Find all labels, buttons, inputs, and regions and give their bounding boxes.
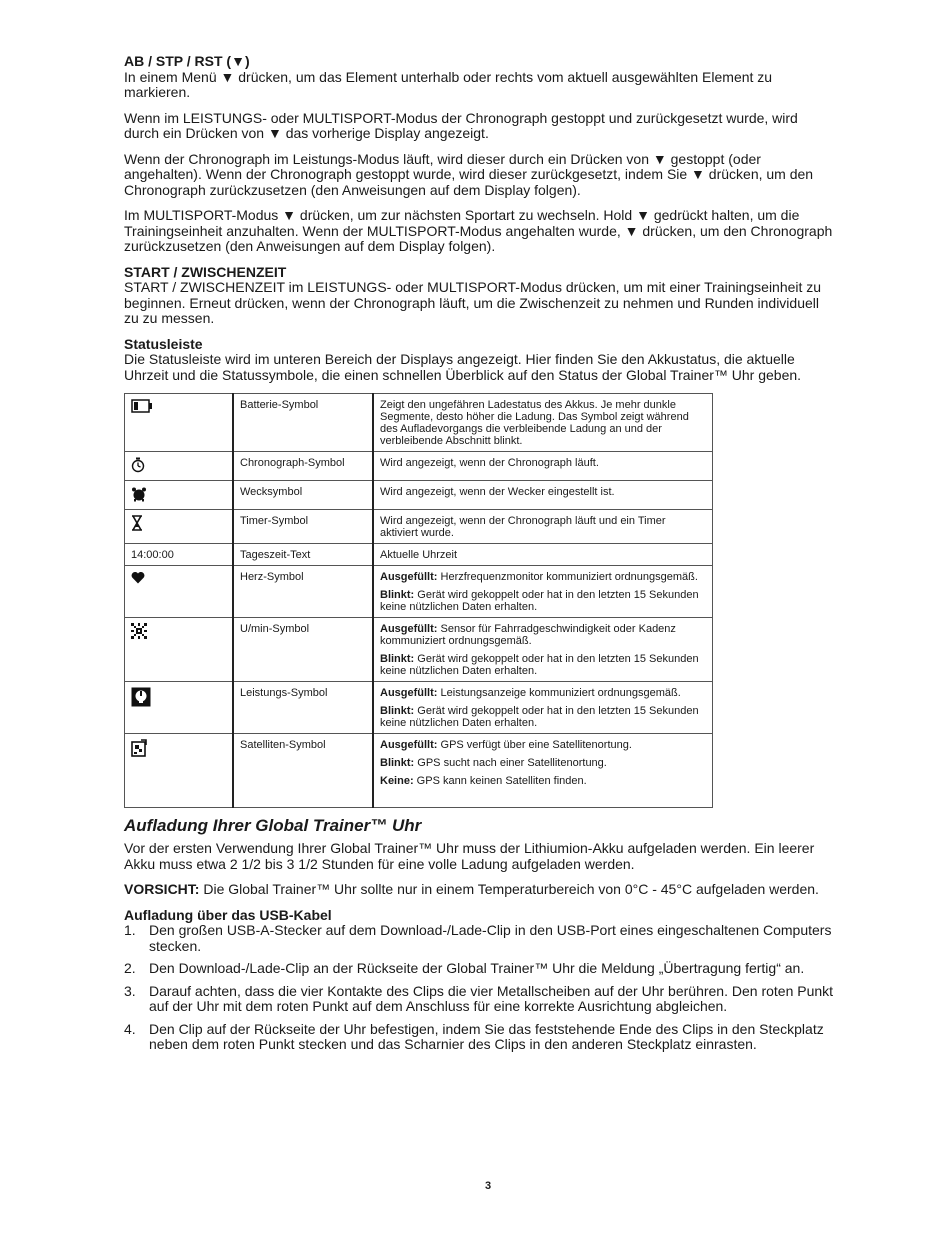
description-text: Leistungsanzeige kommuniziert ordnungsgemäß.	[437, 687, 681, 699]
symbol-name: Wecksymbol	[233, 481, 373, 510]
description-state: Ausgefüllt:	[380, 687, 438, 699]
description-line	[380, 399, 706, 447]
description-line	[380, 549, 706, 561]
step-number: 4.	[124, 1020, 136, 1037]
description-state: Blinkt:	[380, 653, 415, 665]
symbol-description	[373, 734, 713, 808]
description-line	[380, 757, 706, 769]
table-row	[125, 510, 713, 544]
heading-start-lap: START / ZWISCHENZEIT	[124, 263, 287, 280]
symbol-cell	[125, 452, 234, 481]
description-text: GPS kann keinen Satelliten finden.	[413, 775, 587, 787]
time-of-day-text: 14:00:00	[131, 549, 174, 561]
table-row	[125, 682, 713, 734]
symbol-cell	[125, 566, 234, 618]
description-line	[380, 687, 706, 699]
list-item	[124, 961, 834, 977]
paragraph: Vor der ersten Verwendung Ihrer Global Trainer™ Uhr muss der Lithiumion-Akku aufgeladen werden. Ein leerer Akku muss etwa 2 1/2 bis 3 1/2 Stunden für eine volle Ladung aufgeladen werden.	[124, 840, 815, 872]
description-text: Gerät wird gekoppelt oder hat in den letzten 15 Sekunden keine nützlichen Daten erhalten.	[380, 589, 699, 613]
description-state: Blinkt:	[380, 757, 415, 769]
symbol-cell	[125, 734, 234, 808]
symbol-name: Chronograph-Symbol	[233, 452, 373, 481]
symbol-cell	[125, 544, 234, 566]
symbol-description	[373, 544, 713, 566]
warning-text: Die Global Trainer™ Uhr sollte nur in einem Temperaturbereich von 0°C - 45°C aufgeladen werden.	[199, 881, 819, 897]
table-row	[125, 452, 713, 481]
page-number: 3	[484, 1180, 492, 1192]
description-text: Wird angezeigt, wenn der Chronograph läuft und ein Timer aktiviert wurde.	[380, 515, 666, 539]
symbol-description	[373, 481, 713, 510]
power-icon	[131, 698, 151, 710]
symbol-description	[373, 394, 713, 452]
paragraph: START / ZWISCHENZEIT im LEISTUNGS- oder MULTISPORT-Modus drücken, um mit einer Trainingseinheit zu beginnen. Erneut drücken, wenn der Chronograph läuft, um die Zwischenzeit zu nehmen und Runden individuell zu zu messen.	[124, 279, 822, 326]
description-text: Zeigt den ungefähren Ladestatus des Akkus. Je mehr dunkle Segmente, desto höher die Ladung. Das Symbol zeigt während des Aufladevorgangs die verbleibende Ladung an und der verbleibende Abschnitt blinkt.	[380, 399, 689, 447]
rpm-icon	[131, 630, 147, 642]
description-line	[380, 457, 706, 469]
symbol-cell	[125, 682, 234, 734]
heading-usb-charging: Aufladung über das USB-Kabel	[124, 906, 332, 923]
description-text: GPS verfügt über eine Satellitenortung.	[437, 739, 632, 751]
list-item	[124, 984, 834, 1015]
paragraph: Wenn der Chronograph im Leistungs-Modus läuft, wird dieser durch ein Drücken von ▼ gestoppt (oder angehalten). Wenn der Chronograph gestoppt wurde, wird dieser zurückgesetzt, indem Sie ▼ drücken, um den Chronograph zurückzusetzen (den Anweisungen auf dem Display folgen).	[124, 150, 814, 198]
symbol-description	[373, 618, 713, 682]
symbol-name: Satelliten-Symbol	[233, 734, 373, 808]
symbol-description	[373, 566, 713, 618]
symbol-description	[373, 452, 713, 481]
description-line	[380, 775, 706, 787]
description-line	[380, 739, 706, 751]
description-text: Gerät wird gekoppelt oder hat in den letzten 15 Sekunden keine nützlichen Daten erhalten.	[380, 705, 699, 729]
description-state: Ausgefüllt:	[380, 571, 438, 583]
step-text: Den großen USB-A-Stecker auf dem Download-/Lade-Clip in den USB-Port eines eingeschaltenen Computers stecken.	[149, 922, 832, 954]
description-state: Blinkt:	[380, 705, 415, 717]
symbol-cell	[125, 618, 234, 682]
symbol-name: Timer-Symbol	[233, 510, 373, 544]
list-item	[124, 1022, 834, 1053]
symbol-name: Tageszeit-Text	[233, 544, 373, 566]
description-state: Keine:	[380, 775, 414, 787]
description-line	[380, 623, 706, 647]
paragraph: Im MULTISPORT-Modus ▼ drücken, um zur nächsten Sportart zu wechseln. Hold ▼ gedrückt halten, um die Trainingseinheit anzuhalten. Wenn der MULTISPORT-Modus angehalten wurde, ▼ drücken, um den Chronograph zurückzusetzen (den Anweisungen auf dem Display folgen).	[124, 207, 833, 254]
table-row	[125, 566, 713, 618]
symbol-cell	[125, 394, 234, 452]
description-text: Wird angezeigt, wenn der Wecker eingestellt ist.	[380, 486, 615, 498]
symbol-name: U/min-Symbol	[233, 618, 373, 682]
description-text: Herzfrequenzmonitor kommuniziert ordnungsgemäß.	[437, 571, 698, 583]
description-state: Ausgefüllt:	[380, 739, 438, 751]
heading-ab-stp-rst: AB / STP / RST (▼)	[124, 53, 250, 69]
symbol-cell	[125, 510, 234, 544]
satellite-icon	[131, 749, 148, 761]
section-title-charging: Aufladung Ihrer Global Trainer™ Uhr	[124, 816, 422, 835]
table-row	[125, 481, 713, 510]
chronograph-icon	[131, 464, 145, 476]
step-number: 3.	[124, 982, 136, 999]
document-page	[124, 54, 834, 1060]
step-text: Darauf achten, dass die vier Kontakte des Clips die vier Metallscheiben auf der Uhr berühren. Den roten Punkt auf der Uhr mit dem roten Punkt auf dem Anschluss für eine korrekte Ausrichtung abgleichen.	[149, 982, 834, 1014]
symbol-name: Leistungs-Symbol	[233, 682, 373, 734]
description-state: Blinkt:	[380, 589, 415, 601]
status-icon-table	[124, 393, 713, 808]
list-item	[124, 923, 834, 954]
description-line	[380, 705, 706, 729]
description-text: Wird angezeigt, wenn der Chronograph läuft.	[380, 457, 599, 469]
table-row	[125, 394, 713, 452]
paragraph: Die Statusleiste wird im unteren Bereich der Displays angezeigt. Hier finden Sie den Akkustatus, die aktuelle Uhrzeit und die Statussymbole, die einen schnellen Überblick auf den Status der Global Trainer™ Uhr geben.	[124, 351, 802, 383]
description-line	[380, 589, 706, 613]
table-row	[125, 734, 713, 808]
timer-icon	[131, 522, 143, 534]
steps-list	[124, 923, 834, 1053]
paragraph: In einem Menü ▼ drücken, um das Element unterhalb oder rechts vom aktuell ausgewählten Element zu markieren.	[124, 68, 773, 100]
description-line	[380, 515, 706, 539]
symbol-cell	[125, 481, 234, 510]
description-line	[380, 571, 706, 583]
description-state: Ausgefüllt:	[380, 623, 438, 635]
symbol-description	[373, 682, 713, 734]
alarm-icon	[131, 493, 147, 505]
heart-icon	[131, 575, 145, 587]
warning-paragraph	[124, 882, 834, 898]
description-text: Aktuelle Uhrzeit	[380, 549, 458, 561]
description-text: GPS sucht nach einer Satellitenortung.	[414, 757, 607, 769]
description-text: Gerät wird gekoppelt oder hat in den letzten 15 Sekunden keine nützlichen Daten erhalten.	[380, 653, 699, 677]
symbol-name: Batterie-Symbol	[233, 394, 373, 452]
description-line	[380, 486, 706, 498]
table-row	[125, 618, 713, 682]
table-row	[125, 544, 713, 566]
battery-icon	[131, 404, 153, 416]
symbol-description	[373, 510, 713, 544]
description-line	[380, 653, 706, 677]
paragraph: Wenn im LEISTUNGS- oder MULTISPORT-Modus der Chronograph gestoppt und zurückgesetzt wurde, wird durch ein Drücken von ▼ das vorherige Display angezeigt.	[124, 109, 798, 141]
step-text: Den Clip auf der Rückseite der Uhr befestigen, indem Sie das feststehende Ende des Clips in den Steckplatz neben dem roten Punkt stecken und das Scharnier des Clips in den anderen Steckplatz einrasten.	[149, 1020, 824, 1052]
description-text: Sensor für Fahrradgeschwindigkeit oder Kadenz kommuniziert ordnungsgemäß.	[380, 623, 676, 647]
step-number: 2.	[124, 960, 136, 976]
step-number: 1.	[124, 922, 136, 938]
step-text: Den Download-/Lade-Clip an der Rückseite der Global Trainer™ Uhr die Meldung „Übertragung fertig“ an.	[149, 960, 805, 976]
heading-statusbar: Statusleiste	[124, 335, 203, 352]
symbol-name: Herz-Symbol	[233, 566, 373, 618]
warning-label: VORSICHT:	[124, 881, 200, 897]
